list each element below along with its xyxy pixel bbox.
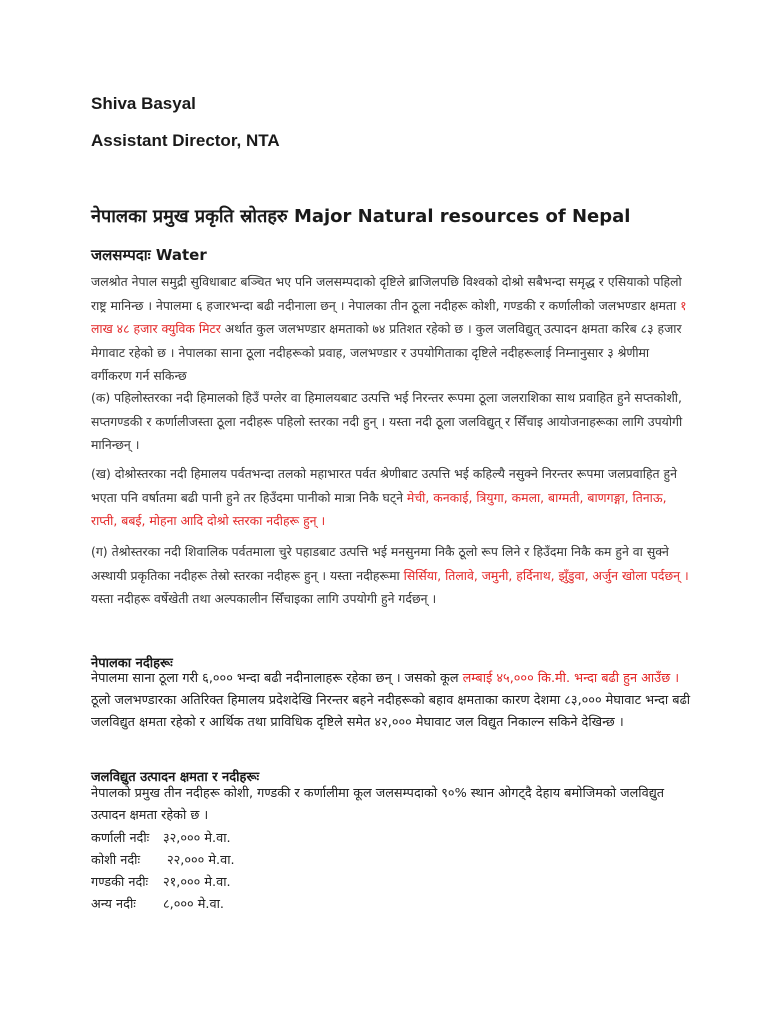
capacity-row xyxy=(91,872,231,890)
capacity-river: कर्णाली नदीः xyxy=(91,831,150,846)
capacity-river: कोशी नदीः xyxy=(91,853,141,868)
capacity-value: ३२,००० मे.वा. xyxy=(163,831,231,846)
rivers-paragraph xyxy=(91,668,691,734)
section-title-water: जलसम्पदाः Water xyxy=(91,246,207,264)
rivers-heading: नेपालका नदीहरूः xyxy=(91,656,173,671)
paragraph-ka: (क) पहिलोस्तरका नदी हिमालको हिउँ पग्लेर वा हिमालयबाट उत्पत्ति भई निरन्तर रूपमा ठूला जलराशिका साथ प्रवाहित हुने सप्तकोशी, सप्तगण्डकी र कर्णालीजस्ता ठूला नदीहरू पहिलो स्तरका नदी हुन् । यस्ता नदी ठूला जलविद्युत् र सिँचाइ आयोजनाहरूका लागि उपयोगी मानिन्छन् । xyxy=(91,390,683,452)
kha-highlight: मेची, कनकाई, त्रियुगा, कमला, बाग्मती, बाणगङ्गा, तिनाऊ, राप्ती, बबई, मोहना आदि दोश्रो स्तरका नदीहरू हुन् । xyxy=(91,489,667,528)
capacity-river: गण्डकी नदीः xyxy=(91,875,149,890)
hydro-paragraph: नेपालको प्रमुख तीन नदीहरू कोशी, गण्डकी र कर्णालीमा कूल जलसम्पदाको ९०% स्थान ओगट्दै देहाय बमोजिमको जलविद्युत उत्पादन क्षमता रहेको छ । xyxy=(91,786,665,823)
ga-highlight: सिर्सिया, तिलावे, जमुनी, हर्दिनाथ, झुँडुवा, अर्जुन खोला पर्दछन् । xyxy=(403,567,689,583)
capacity-river: अन्य नदीः xyxy=(91,897,136,912)
capacity-row xyxy=(91,828,231,846)
paragraph-kha xyxy=(91,462,691,533)
rivers-text-b: ठूलो जलभण्डारका अतिरिक्त हिमालय प्रदेशदेखि निरन्तर बहने नदीहरूको बहाव क्षमताका कारण देशमा ८३,००० मेघावाट भन्दा बढी जलविद्युत क्षमता रहेको र आर्थिक तथा प्राविधिक दृष्टिले समेत ४२,००० मेघावाट जल विद्युत निकाल्न सकिने देखिन्छ । xyxy=(91,693,691,730)
capacity-row xyxy=(91,894,224,912)
ga-text-a: (ग) तेश्रोस्तरका नदी शिवालिक पर्वतमाला चुरे पहाडबाट उत्पत्ति भई मनसुनमा निकै ठूलो रूप लिने र हिउँदमा निकै कम हुने वा सुक्ने अस्थायी प्रकृतिका नदीहरू तेस्रो स्तरका नदीहरू हुन् । यस्ता नदीहरूमा xyxy=(91,544,669,583)
capacity-row xyxy=(91,850,235,868)
author-position: Assistant Director, NTA xyxy=(91,131,280,150)
rivers-text-a: नेपालमा साना ठूला गरी ६,००० भन्दा बढी नदीनालाहरू रहेका छन् । जसको कूल xyxy=(91,671,463,686)
intro-paragraph xyxy=(91,270,691,388)
hydro-heading: जलविद्युत उत्पादन क्षमता र नदीहरूः xyxy=(91,770,260,785)
capacity-value: २२,००० मे.वा. xyxy=(167,853,235,868)
paragraph-ga xyxy=(91,540,691,611)
ga-text-b: यस्ता नदीहरू वर्षेखेती तथा अल्पकालीन सिँचाइका लागि उपयोगी हुने गर्दछन् । xyxy=(91,591,437,606)
capacity-value: २१,००० मे.वा. xyxy=(163,875,231,890)
intro-highlight: १ लाख ४८ हजार क्युविक मिटर xyxy=(91,297,687,336)
intro-text-a: जलश्रोत नेपाल समुद्री सुविधाबाट बञ्चित भए पनि जलसम्पदाको दृष्टिले ब्राजिलपछि विश्वको दोश्रो सबैभन्दा समृद्ध र एसियाको पहिलो राष्ट्र मानिन्छ । नेपालमा ६ हजारभन्दा बढी नदीनाला छन् । नेपालका तीन ठूला नदीहरू कोशी, गण्डकी र कर्णालीको जलभण्डार क्षमता xyxy=(91,274,682,313)
intro-text-b: अर्थात कुल जलभण्डार क्षमताको ७४ प्रतिशत रहेको छ । कुल जलविद्युत् उत्पादन क्षमता करिब ८३ हजार मेगावाट रहेको छ । नेपालका साना ठूला नदीहरूको प्रवाह, जलभण्डार र उपयोगिताका दृष्टिले नदीहरूलाई निम्नानुसार ३ श्रेणीमा वर्गीकरण गर्न सकिन्छ xyxy=(91,321,682,383)
author-name: Shiva Basyal xyxy=(91,94,196,113)
capacity-value: ८,००० मे.वा. xyxy=(163,897,224,912)
page-title: नेपालका प्रमुख प्रकृति स्रोतहरु Major Natural resources of Nepal xyxy=(91,206,631,227)
rivers-highlight: लम्बाई ४५,००० कि.मी. भन्दा बढी हुन आउँछ । xyxy=(462,671,680,686)
kha-text: (ख) दोश्रोस्तरका नदी हिमालय पर्वतभन्दा तलको महाभारत पर्वत श्रेणीबाट उत्पत्ति भई कहिल्यै नसुक्ने निरन्तर रूपमा जलप्रवाहित हुने भएता पनि वर्षातमा बढी पानी हुने तर हिउँदमा पानीको मात्रा निकै घट्ने xyxy=(91,466,678,505)
